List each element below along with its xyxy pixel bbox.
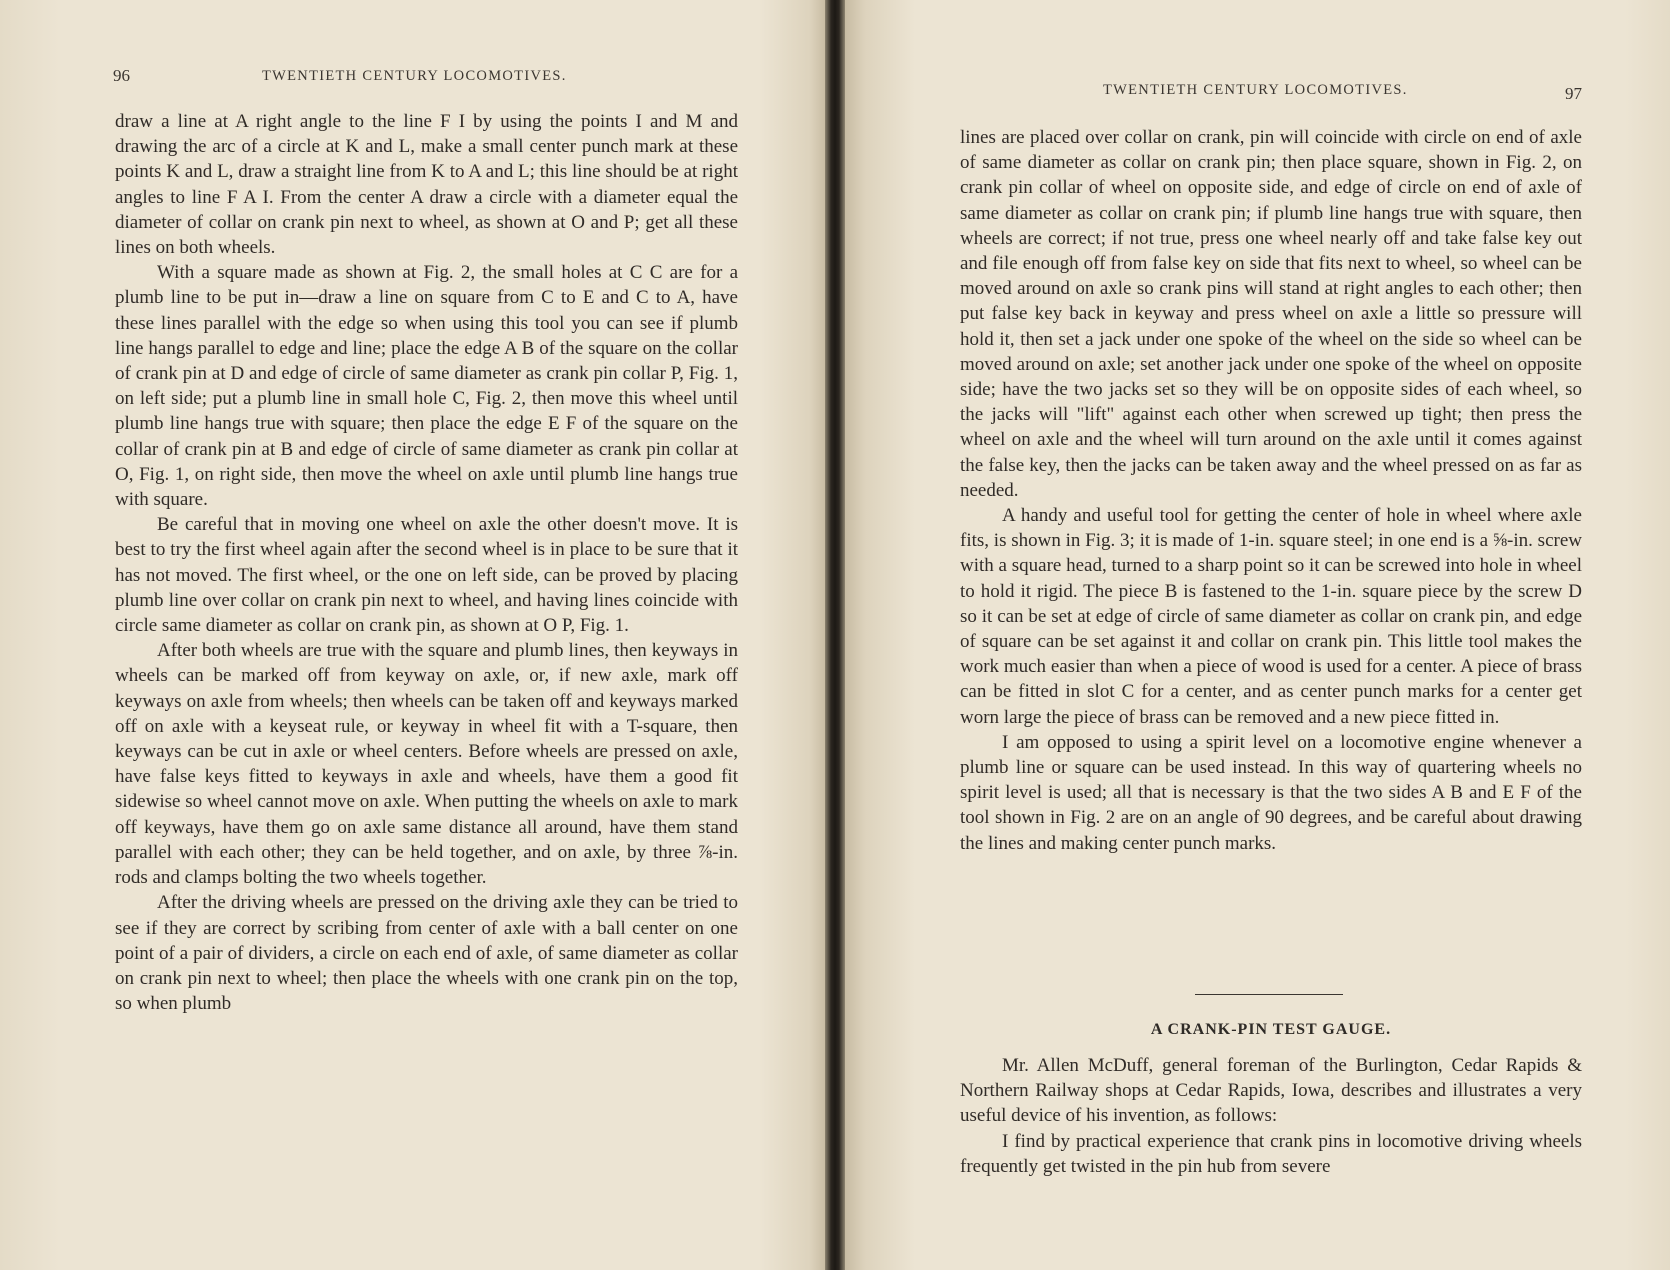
running-head-left: TWENTIETH CENTURY LOCOMOTIVES. bbox=[262, 68, 567, 84]
right-page-body bbox=[960, 125, 1582, 856]
left-page-body bbox=[115, 109, 738, 1016]
paragraph: A handy and useful tool for getting the center of hole in wheel where axle fits, is shown in Fig. 3; it is made of 1-in. square steel; in one end is a ⅝-in. screw with a square head, turned to a sharp point so it can be screwed into hole in wheel to hold it rigid. The piece B is fastened to the 1-in. square piece by the screw D so it can be set at edge of circle of same diameter as collar on crank pin, and edge of square can be set against it and collar on crank pin. This little tool makes the work much easier than when a piece of wood is used for a center. A piece of brass can be fitted in slot C for a center, and as center punch marks for a center get worn large the piece of brass can be removed and a new piece fitted in. bbox=[960, 505, 1582, 728]
page-number-right: 97 bbox=[1565, 84, 1582, 103]
paragraph: lines are placed over collar on crank, pin will coincide with circle on end of axle of same diameter as collar on crank pin; then place square, shown in Fig. 2, on crank pin collar of wheel on opposite side, and edge of circle on end of axle of same diameter as collar on crank pin; if plumb line hangs true with square, then wheels are correct; if not true, press one wheel nearly off and take false key out and file enough off from false key on side that fits next to wheel, so wheel can be moved around on axle so crank pins will stand at right angles to each other; then put false key back in keyway and press wheel on axle a little so pressure will hold it, then set a jack under one spoke of the wheel on the side so wheel can be moved around on axle; set another jack under one spoke of the wheel on opposite side; have the two jacks set so they will be on opposite sides of each wheel, so the jacks will "lift" against each other when screwed up tight; then press the wheel on axle and the wheel will turn around on the axle until it comes against the false key, then the jacks can be taken away and the wheel pressed on as far as needed. bbox=[960, 127, 1582, 501]
book-gutter bbox=[825, 0, 845, 1270]
right-page bbox=[845, 0, 1670, 1270]
paragraph: After the driving wheels are pressed on the driving axle they can be tried to see if they are correct by scribing from center of axle with a ball center on one point of a pair of dividers, a circle on each end of axle, of same diameter as collar on crank pin next to wheel; then place the wheels with one crank pin on the top, so when plumb bbox=[115, 892, 738, 1015]
paragraph: Be careful that in moving one wheel on axle the other doesn't move. It is best to try the first wheel again after the second wheel is in place to be sure that it has not moved. The first wheel, or the one on left side, can be proved by placing plumb line over collar on crank pin next to wheel, and having lines coincide with circle same diameter as collar on crank pin, as shown at O P, Fig. 1. bbox=[115, 514, 738, 637]
running-head-right: TWENTIETH CENTURY LOCOMOTIVES. bbox=[1103, 82, 1408, 98]
paragraph: With a square made as shown at Fig. 2, the small holes at C C are for a plumb line to be put in—draw a line on square from C to E and C to A, have these lines parallel with the edge so when using this tool you can see if plumb line hangs parallel to edge and line; place the edge A B of the square on the collar of crank pin at D and edge of circle of same diameter as crank pin collar P, Fig. 1, on left side; put a plumb line in small hole C, Fig. 2, then move this wheel until plumb line hangs true with square; then place the edge E F of the square on the collar of crank pin at B and edge of circle of same diameter as crank pin collar at O, Fig. 1, on right side, then move the wheel on axle until plumb line hangs true with square. bbox=[115, 262, 738, 511]
section-divider bbox=[1195, 994, 1343, 995]
paragraph: I find by practical experience that crank pins in locomotive driving wheels frequently get twisted in the pin hub from severe bbox=[960, 1130, 1582, 1177]
paragraph: I am opposed to using a spirit level on a locomotive engine whenever a plumb line or square can be used instead. In this way of quartering wheels no spirit level is used; all that is necessary is that the two sides A B and E F of the tool shown in Fig. 2 are on an angle of 90 degrees, and be careful about drawing the lines and making center punch marks. bbox=[960, 731, 1582, 854]
paragraph: draw a line at A right angle to the line F I by using the points I and M and drawing the arc of a circle at K and L, make a small center punch mark at these points K and L, draw a straight line from K to A and L; this line should be at right angles to line F A I. From the center A draw a circle with a diameter equal the diameter of collar on crank pin next to wheel, as shown at O and P; get all these lines on both wheels. bbox=[115, 111, 738, 259]
section-body bbox=[960, 1053, 1582, 1179]
left-page bbox=[0, 0, 825, 1270]
paragraph: Mr. Allen McDuff, general foreman of the Burlington, Cedar Rapids & Northern Railway shops at Cedar Rapids, Iowa, describes and illustrates a very useful device of his invention, as follows: bbox=[960, 1055, 1582, 1127]
paragraph: After both wheels are true with the square and plumb lines, then keyways in wheels can be marked off from keyway on axle, or, if new axle, mark off keyways on axle from wheels; then wheels can be taken off and keyways marked off on axle with a keyseat rule, or keyway in wheel fit with a T-square, then keyways can be cut in axle or wheel centers. Before wheels are pressed on axle, have false keys fitted to keyways in axle and wheels, have them a good fit sidewise so wheel cannot move on axle. When putting the wheels on axle to mark off keyways, have them go on axle same distance all around, have them stand parallel with each other; they can be held together, and on axle, by three ⅞-in. rods and clamps bolting the two wheels together. bbox=[115, 640, 738, 889]
page-number-left: 96 bbox=[113, 66, 130, 85]
section-title: A CRANK-PIN TEST GAUGE. bbox=[1150, 1021, 1392, 1038]
